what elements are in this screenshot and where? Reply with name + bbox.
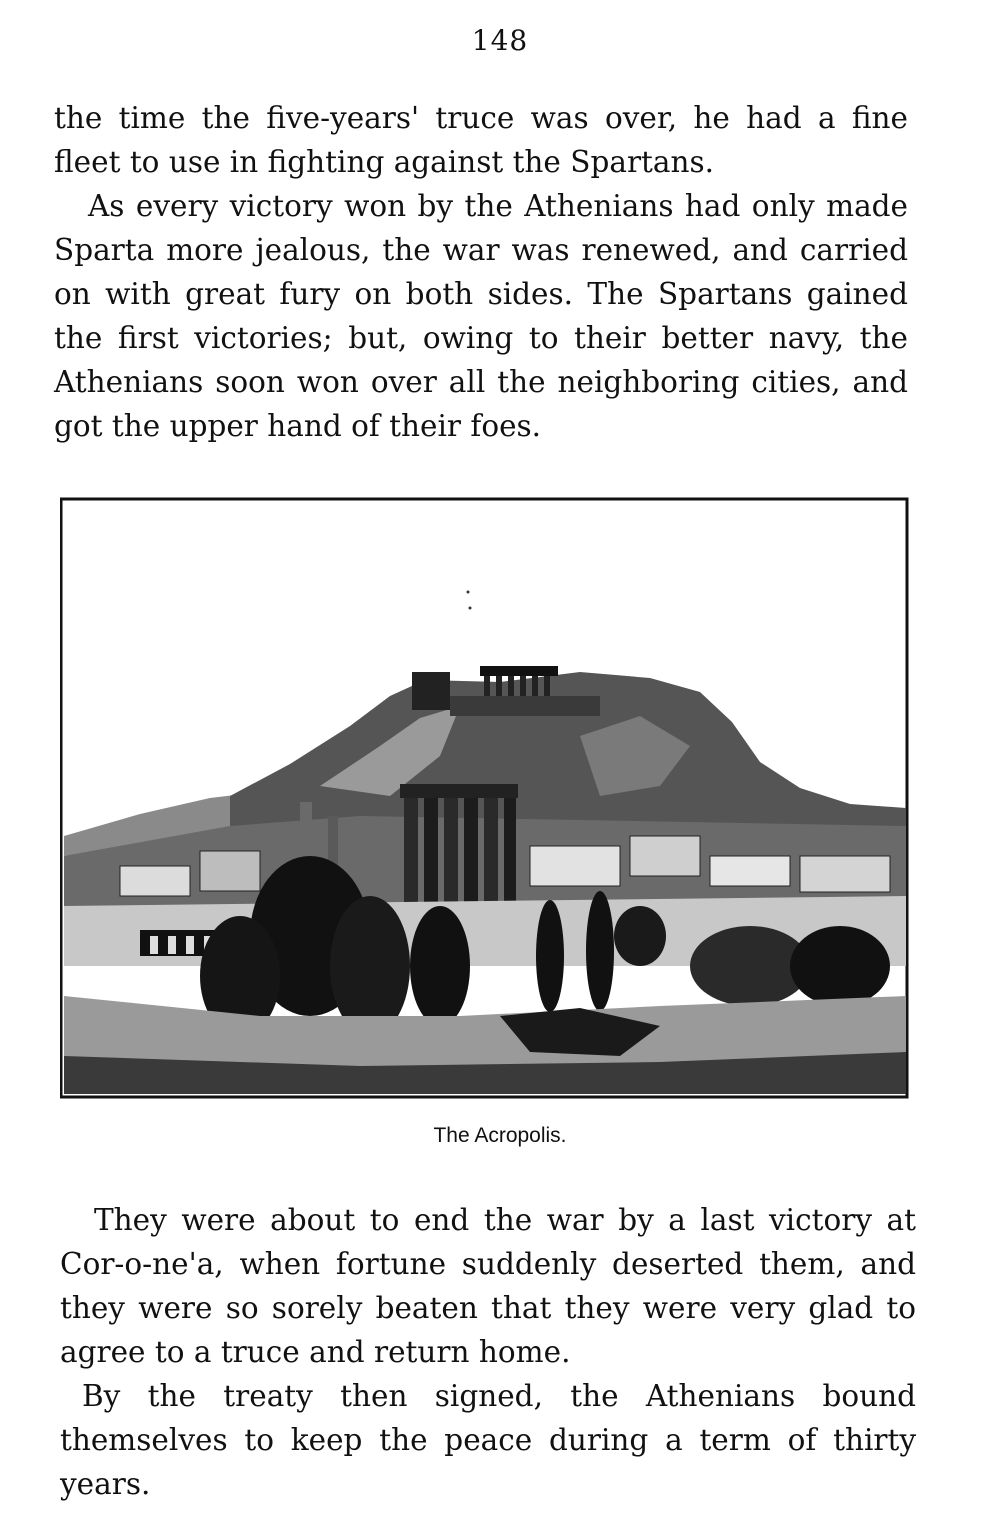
- page-number: 148: [471, 24, 529, 57]
- paragraph-treaty: By the treaty then signed, the Athenians bound themselves to keep the peace during a term of thirty years.: [60, 1379, 916, 1501]
- figure-caption: The Acropolis.: [433, 1124, 567, 1147]
- paragraph-coronea: They were about to end the war by a last victory at Cor-o-ne'a, when fortune suddenly deserted them, and they were so sorely beaten that they were very glad to agree to a truce and return home.: [60, 1203, 916, 1369]
- acropolis-illustration: [60, 496, 910, 1100]
- paragraph-continuation: the time the five-years' truce was over, he had a fine fleet to use in fighting against the Spartans.: [54, 101, 908, 179]
- paragraph-war-renewed: As every victory won by the Athenians had only made Sparta more jealous, the war was renewed, and carried on with great fury on both sides. The Spartans gained the first victories; but, owing to their better navy, the Athenians soon won over all the neighboring cities, and got the upper hand of their foes.: [54, 189, 908, 443]
